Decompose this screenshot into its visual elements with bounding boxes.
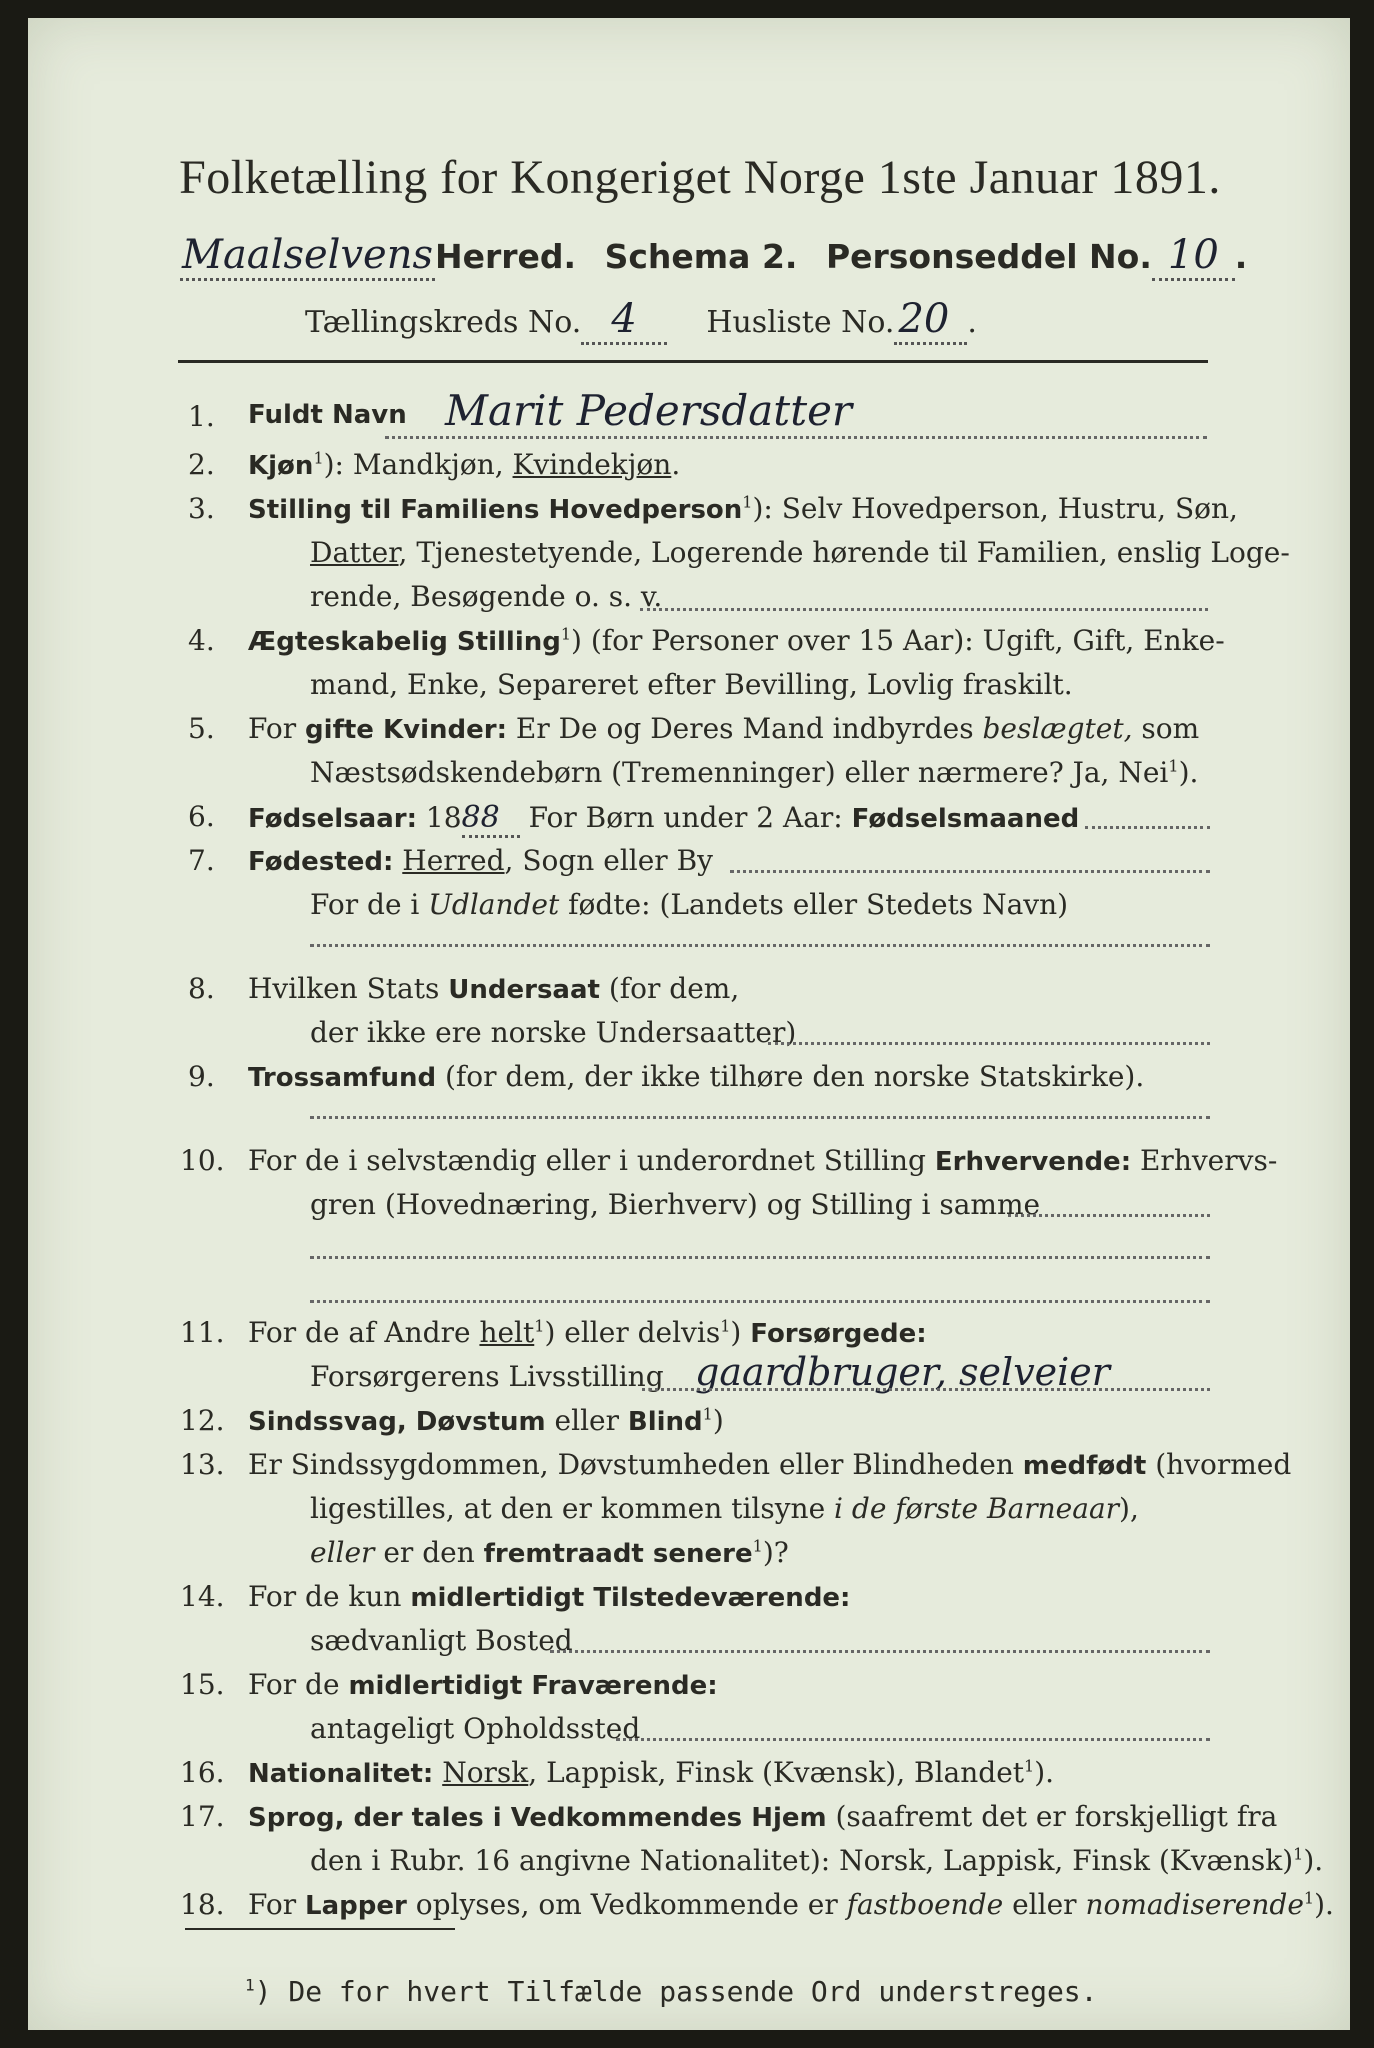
probable-stay-label: antageligt Opholdssted	[310, 1712, 641, 1745]
abroad-question: fødte: (Landets eller Stedets Navn)	[559, 888, 1069, 921]
header-line-kreds	[305, 296, 977, 345]
language-question: (saafremt det er forskjelligt fra	[826, 1800, 1278, 1833]
marital-status-options-2: mand, Enke, Separeret efter Bevilling, Lovlig fraskilt.	[310, 668, 1073, 701]
row-number: 6.	[188, 800, 215, 833]
congenital-question: (hvormed	[1146, 1448, 1292, 1481]
lapps-resident: fastboende	[846, 1888, 1004, 1921]
congenital-question-3: er den	[374, 1536, 484, 1569]
row-number: 15.	[180, 1668, 225, 1701]
sex-options: ): Mandkjøn,	[323, 448, 513, 481]
birth-year-prefix: 18	[417, 801, 462, 834]
married-women-label: gifte Kvinder:	[305, 715, 507, 745]
row-number: 14.	[180, 1580, 225, 1613]
row-number: 12.	[180, 1404, 225, 1437]
citizenship-label: Undersaat	[448, 975, 600, 1005]
birth-month-label: Fødselsmaaned	[851, 804, 1080, 834]
family-position-label: Stilling til Familiens Hovedperson	[248, 495, 743, 525]
abroad-italic: Udlandet	[428, 888, 560, 921]
footnote-marker: 1	[560, 624, 572, 644]
sex-selected: Kvindekjøn	[512, 448, 672, 481]
row-number: 1.	[188, 400, 215, 433]
citizenship-question: (for dem,	[599, 972, 740, 1005]
congenital-label: medfødt	[1022, 1451, 1147, 1481]
supporter-occupation-value: gaardbruger, selveier	[695, 1350, 1110, 1394]
congenital-question-2-end: ),	[1119, 1492, 1139, 1525]
usual-residence-dotline	[550, 1650, 1210, 1653]
footnote-marker: 1	[742, 492, 753, 512]
birth-year-label: Fødselsaar:	[248, 804, 417, 834]
congenital-italic: i de første Barneaar	[834, 1492, 1120, 1525]
occupation-dotline-3	[310, 1300, 1210, 1303]
row-number: 9.	[188, 1060, 215, 1093]
row-number: 13.	[180, 1448, 225, 1481]
herred-label: Herred.	[435, 237, 577, 276]
birthplace-dotline	[730, 870, 1210, 873]
footnote-marker: 1	[752, 1536, 763, 1556]
supported-question: ) eller delvis	[544, 1316, 721, 1349]
citizenship-prefix: Hvilken Stats	[248, 972, 449, 1005]
row-number: 5.	[188, 712, 215, 745]
header-divider	[178, 360, 1208, 363]
footnote-marker: 1	[534, 1316, 545, 1336]
family-position-options-2: , Tjenestetyende, Logerende hørende til Familien, enslig Loge-	[398, 536, 1290, 569]
full-name-value: Marit Pedersdatter	[445, 386, 852, 435]
marital-status-options: ) (for Personer over 15 Aar): Ugift, Gift, Enke-	[571, 624, 1225, 657]
married-women-prefix: For	[248, 712, 306, 745]
footnote-marker: 1	[702, 1404, 713, 1424]
married-women-question-2: Næstsødskendebørn (Tremenninger) eller nærmere? Ja, Nei	[310, 756, 1169, 789]
citizenship-dotline	[768, 1042, 1210, 1045]
occupation-dotline-1	[1008, 1214, 1210, 1217]
footnote-marker: 1	[1168, 756, 1179, 776]
religion-label: Trossamfund	[248, 1063, 437, 1093]
nationality-selected: Norsk	[442, 1756, 529, 1789]
supported-label: Forsørgede:	[750, 1319, 927, 1349]
lapps-or: eller	[1003, 1888, 1086, 1921]
birth-month-question: For Børn under 2 Aar:	[519, 801, 852, 834]
birthplace-label: Fødested:	[248, 847, 394, 877]
footnote-marker: 1	[1293, 1844, 1304, 1864]
row-number: 11.	[180, 1316, 225, 1349]
birth-month-dotline	[1085, 826, 1210, 829]
congenital-question-2: ligestilles, at den er kommen tilsyne	[310, 1492, 835, 1525]
footnote-divider	[185, 1928, 455, 1930]
family-position-options: ): Selv Hovedperson, Hustru, Søn,	[752, 492, 1238, 525]
temp-absent-prefix: For de	[248, 1668, 349, 1701]
language-label: Sprog, der tales i Vedkommendes Hjem	[248, 1803, 827, 1833]
footnote-marker: 1	[313, 448, 324, 468]
footnote-marker: 1	[245, 1975, 255, 1995]
abroad-dotline	[310, 944, 1210, 947]
paren: )	[712, 1404, 724, 1437]
footnote-marker: 1	[1303, 1888, 1315, 1908]
married-women-italic: beslægtet,	[982, 712, 1133, 745]
language-options: den i Rubr. 16 angivne Nationalitet): Norsk, Lappisk, Finsk (Kvænsk)	[310, 1844, 1294, 1877]
lapps-prefix: For	[248, 1888, 306, 1921]
form-title: Folketælling for Kongeriget Norge 1ste Januar 1891.	[179, 151, 1221, 204]
paren: )	[730, 1316, 742, 1349]
temp-present-label: midlertidigt Tilstedeværende:	[410, 1583, 851, 1613]
row-number: 2.	[188, 448, 215, 481]
birthplace-selected: Herred	[402, 844, 505, 877]
nationality-label: Nationalitet:	[248, 1759, 434, 1789]
birthplace-options: , Sogn eller By	[504, 844, 713, 877]
disability-or: eller	[545, 1404, 628, 1437]
row-number: 18.	[180, 1888, 225, 1921]
married-women-question: Er De og Deres Mand indbyrdes	[506, 712, 983, 745]
full-name-label: Fuldt Navn	[248, 400, 407, 430]
closing: ).	[1303, 1844, 1324, 1877]
sex-label: Kjøn	[248, 451, 314, 481]
header-line-herred	[180, 232, 1247, 281]
sex-end: .	[671, 448, 681, 481]
header-period: .	[1234, 237, 1248, 276]
congenital-or: eller	[310, 1536, 375, 1569]
disability-blind-label: Blind	[627, 1407, 703, 1437]
personseddel-value: 10	[1167, 232, 1219, 278]
supporter-occupation-label: Forsørgerens Livsstilling	[310, 1360, 664, 1393]
congenital-prefix: Er Sindssygdommen, Døvstumheden eller Blindheden	[248, 1448, 1023, 1481]
occupation-prefix: For de i selvstændig eller i underordnet Stilling	[248, 1144, 935, 1177]
abroad-prefix: For de i	[310, 888, 429, 921]
family-position-selected: Datter	[310, 536, 399, 569]
row-number: 16.	[180, 1756, 225, 1789]
occupation-label: Erhvervende:	[934, 1147, 1132, 1177]
closing: ).	[1314, 1888, 1334, 1921]
husliste-period: .	[967, 305, 977, 340]
temp-present-prefix: For de kun	[248, 1580, 411, 1613]
footnote-marker: 1	[1024, 1756, 1035, 1776]
citizenship-question-2: der ikke ere norske Undersaatter)	[310, 1016, 797, 1049]
usual-residence-label: sædvanligt Bosted	[310, 1624, 573, 1657]
married-women-question-end: som	[1132, 712, 1200, 745]
closing: ).	[1178, 756, 1199, 789]
religion-question: (for dem, der ikke tilhøre den norske Statskirke).	[436, 1060, 1145, 1093]
marital-status-label: Ægteskabelig Stilling	[248, 627, 561, 657]
supporter-occupation-dotline	[642, 1388, 1210, 1391]
congenital-question-3-end: )?	[762, 1536, 789, 1569]
row-number: 4.	[188, 624, 215, 657]
lapps-nomadic: nomadiserende	[1085, 1888, 1304, 1921]
occupation-dotline-2	[310, 1256, 1210, 1259]
family-position-dotline	[640, 608, 1208, 611]
closing: ).	[1034, 1756, 1055, 1789]
occupation-question-2: gren (Hovednæring, Bierhverv) og Stilling i samme	[310, 1188, 1041, 1221]
temp-absent-label: midlertidigt Fraværende:	[348, 1671, 718, 1701]
kreds-value: 4	[611, 296, 637, 342]
supported-prefix: For de af Andre	[248, 1316, 480, 1349]
family-position-options-3: rende, Besøgende o. s. v.	[310, 580, 663, 613]
lapps-label: Lapper	[305, 1891, 407, 1921]
kreds-label: Tællingskreds No.	[305, 305, 582, 340]
disability-label: Sindssvag, Døvstum	[248, 1407, 546, 1437]
occupation-question: Erhvervs-	[1131, 1144, 1278, 1177]
row-number: 17.	[180, 1800, 225, 1833]
herred-value: Maalselvens	[182, 232, 433, 278]
lapps-question: oplyses, om Vedkommende er	[406, 1888, 847, 1921]
nationality-options: , Lappisk, Finsk (Kvænsk), Blandet	[528, 1756, 1025, 1789]
personseddel-label: Personseddel No.	[825, 237, 1152, 276]
footnote-text: ) De for hvert Tilfælde passende Ord understreges.	[254, 1975, 1098, 2008]
full-name-dotline	[385, 436, 1207, 439]
religion-dotline	[310, 1116, 1210, 1119]
later-onset-label: fremtraadt senere	[483, 1539, 753, 1569]
birth-year-value: 88	[461, 800, 500, 835]
schema-label: Schema 2.	[604, 237, 798, 276]
husliste-label: Husliste No.	[706, 305, 895, 340]
supported-selected: helt	[479, 1316, 535, 1349]
footnote	[245, 1975, 1098, 2008]
row-number: 10.	[180, 1144, 225, 1177]
probable-stay-dotline	[616, 1738, 1210, 1741]
husliste-value: 20	[898, 296, 950, 342]
row-number: 7.	[188, 844, 215, 877]
row-number: 8.	[188, 972, 215, 1005]
row-number: 3.	[188, 492, 215, 525]
footnote-marker: 1	[720, 1316, 731, 1336]
